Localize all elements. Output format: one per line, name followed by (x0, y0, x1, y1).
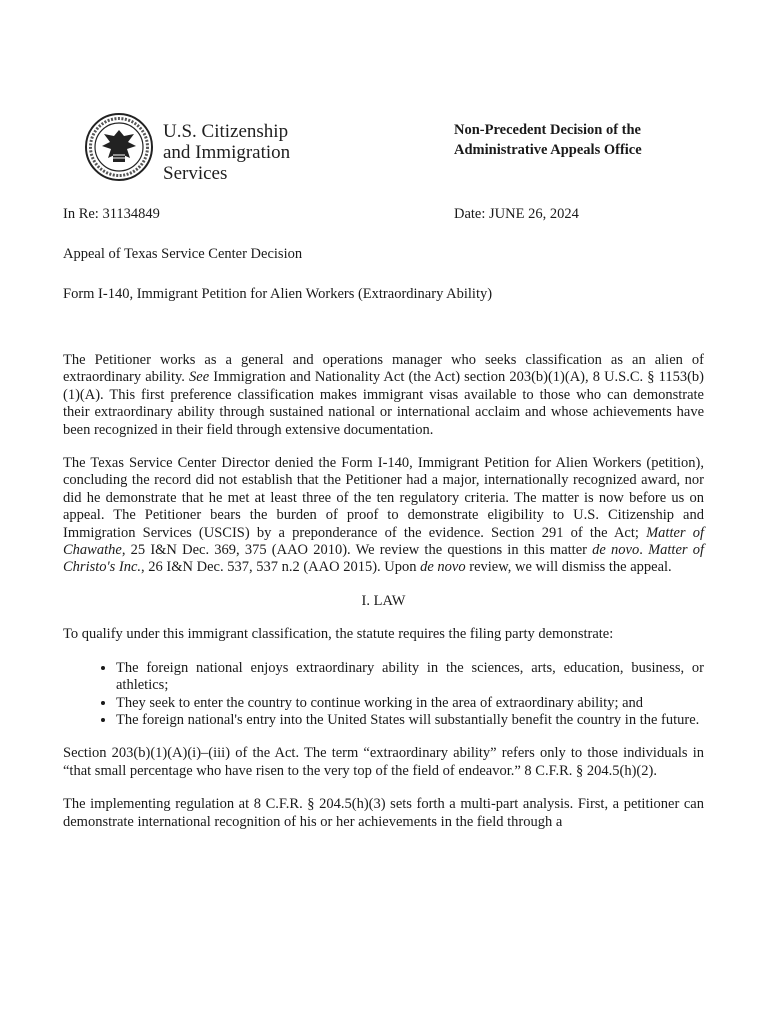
paragraph-definition: Section 203(b)(1)(A)(i)–(iii) of the Act. The term “extraordinary ability” refers only to those individuals in “that small percentage who have risen to the very top of the field of endeavor.” 8 C.F.R. § 204.5(h)(2). (63, 745, 704, 779)
list-item: • The foreign national enjoys extraordinary ability in the sciences, arts, education, business, or athletics; (116, 660, 704, 695)
decision-type: Non-Precedent Decision of the Administrative Appeals Office (454, 122, 642, 158)
case-number: In Re: 31134849 (63, 206, 160, 222)
paragraph-statute-requirements: To qualify under this immigrant classification, the statute requires the filing party demonstrate: (63, 626, 614, 643)
list-item: • The foreign national's entry into the United States will substantially benefit the country in the future. (116, 712, 704, 729)
form-line: Form I-140, Immigrant Petition for Alien Workers (Extraordinary Ability) (63, 286, 493, 302)
list-item: • They seek to enter the country to continue working in the area of extraordinary ability; and (116, 695, 704, 712)
decision-body (63, 352, 704, 847)
section-heading-law: I. LAW (361, 592, 406, 609)
requirements-list (63, 660, 704, 730)
decision-date: Date: JUNE 26, 2024 (454, 206, 579, 222)
paragraph-procedural-history: The Texas Service Center Director denied the Form I-140, Immigrant Petition for Alien Workers (petition), concluding the record did not establish that the Petitioner had a major, internationally recognized award, nor did he demonstrate that he met at least three of the ten regulatory criteria. The matter is now before us on appeal. The Petitioner bears the burden of proof to demonstrate eligibility to U.S. Citizenship and Immigration Services (USCIS) by a preponderance of the evidence. Section 291 of the Act; Matter of Chawathe, 25 I&N Dec. 369, 375 (AAO 2010). We review the questions in this matter de novo. Matter of Christo's Inc., 26 I&N Dec. 537, 537 n.2 (AAO 2015). Upon de novo review, we will dismiss the appeal. (63, 455, 705, 576)
appeal-line: Appeal of Texas Service Center Decision (63, 246, 303, 262)
agency-name: U.S. Citizenship and Immigration Services (163, 121, 291, 184)
paragraph-intro: The Petitioner works as a general and operations manager who seeks classification as an alien of extraordinary ability. See Immigration and Nationality Act (the Act) section 203(b)(1)(A), 8 U.S.C. § 1153(b)(1)(A). This first preference classification makes immigrant visas available to those who can demonstrate their extraordinary ability through sustained national or international acclaim and whose achievements have been recognized in their field through extensive documentation. (63, 352, 704, 438)
paragraph-regulation: The implementing regulation at 8 C.F.R. § 204.5(h)(3) sets forth a multi-part analysis. First, a petitioner can demonstrate international recognition of his or her achievements in the field through a (63, 796, 704, 830)
dhs-seal-icon (84, 112, 154, 182)
